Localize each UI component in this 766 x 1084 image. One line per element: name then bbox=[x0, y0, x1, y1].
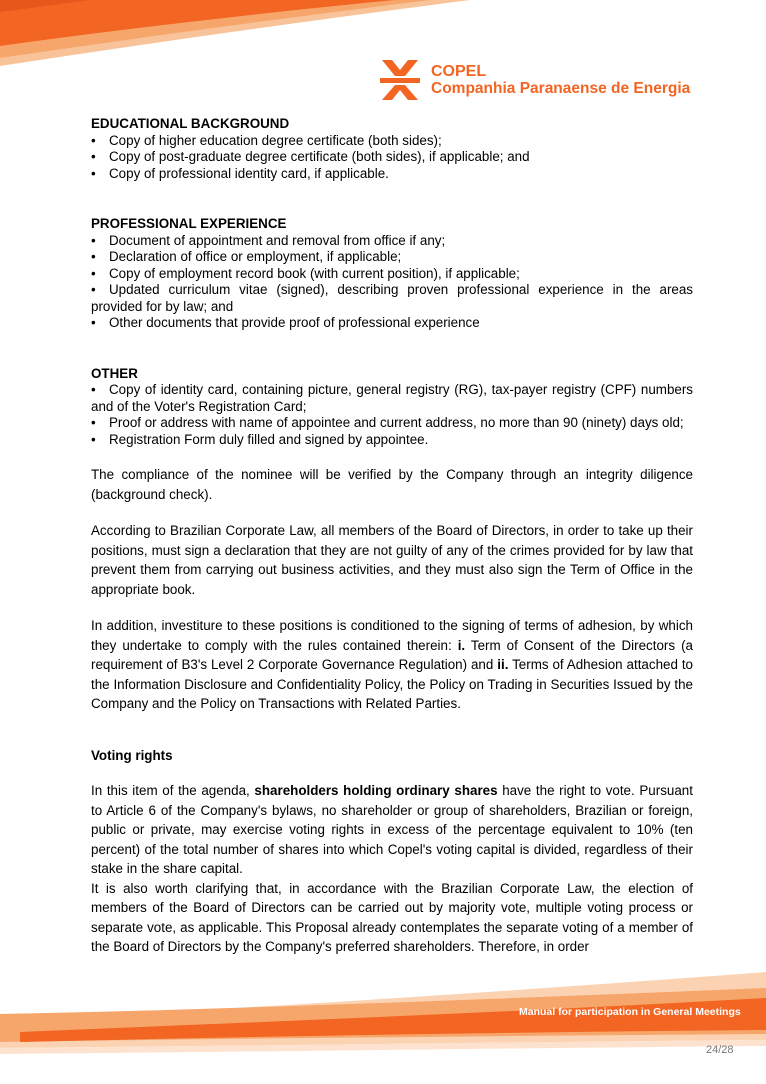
investiture-marker-i: i. bbox=[457, 637, 466, 653]
list-item: • Registration Form duly filled and signed by appointee. bbox=[91, 432, 693, 449]
logo-company: Companhia Paranaense de Energia bbox=[431, 80, 691, 97]
list-item: • Proof or address with name of appointee and current address, no more than 90 (ninety) days old; bbox=[91, 415, 693, 432]
voting-rights-heading: Voting rights bbox=[91, 747, 173, 763]
footer-swoosh bbox=[0, 962, 766, 1084]
page-number: 24/28 bbox=[706, 1044, 734, 1056]
list-item: • Copy of professional identity card, if applicable. bbox=[91, 166, 693, 183]
section-heading-professional: PROFESSIONAL EXPERIENCE bbox=[91, 216, 287, 231]
list-item: • Copy of post-graduate degree certificate (both sides), if applicable; and bbox=[91, 149, 693, 166]
list-item: • Copy of identity card, containing picture, general registry (RG), tax-payer registry (CPF) numbers and of the Voter's Registration Card; bbox=[91, 382, 693, 415]
list-item: • Other documents that provide proof of professional experience bbox=[91, 315, 693, 332]
investiture-paragraph bbox=[91, 616, 693, 714]
investiture-text-b: Term of Consent of the Directors (a requirement of B3's Level 2 Corporate Governance Regulation) and bbox=[91, 637, 693, 672]
investiture-text-c: Terms of Adhesion attached to the Information Disclosure and Confidentiality Policy, the Policy on Trading in Securities Issued by the Company and the Policy on Transactions with Related Parties. bbox=[91, 657, 693, 711]
voting-paragraph-2: It is also worth clarifying that, in accordance with the Brazilian Corporate Law, the election of members of the Board of Directors can be carried out by majority vote, multiple voting process or separate vote, as applicable. This Proposal already contemplates the separate voting of a member of the Board of Directors by the Company's preferred shareholders. Therefore, in order bbox=[91, 880, 693, 954]
list-item: • Copy of higher education degree certificate (both sides); bbox=[91, 133, 693, 150]
copel-logo-icon bbox=[378, 58, 422, 102]
investiture-text-a: In addition, investiture to these positions is conditioned to the signing of terms of adhesion, by which they undertake to comply with the rules contained therein: bbox=[91, 618, 693, 653]
compliance-paragraph: The compliance of the nominee will be verified by the Company through an integrity diligence (background check). bbox=[91, 467, 693, 502]
voting-text-bold: shareholders holding ordinary shares bbox=[254, 783, 498, 798]
investiture-marker-ii: ii. bbox=[497, 657, 509, 672]
professional-list bbox=[91, 233, 693, 332]
list-item: • Updated curriculum vitae (signed), describing proven professional experience in the areas provided for by law; and bbox=[91, 282, 693, 315]
list-item: • Declaration of office or employment, if applicable; bbox=[91, 249, 693, 266]
document-body bbox=[91, 116, 693, 957]
copel-logo bbox=[378, 58, 690, 102]
section-heading-other: OTHER bbox=[91, 365, 138, 381]
educational-list bbox=[91, 133, 693, 183]
corporate-law-paragraph: According to Brazilian Corporate Law, all members of the Board of Directors, in order to take up their positions, must sign a declaration that they are not guilty of any of the crimes provided for by law that prevent them from carrying out business activities, and they must also sign the Term of Office in the appropriate book. bbox=[91, 523, 693, 597]
footer-title: Manual for participation in General Meetings bbox=[519, 1006, 741, 1018]
logo-name: COPEL bbox=[431, 63, 487, 80]
voting-text-a: In this item of the agenda, bbox=[91, 783, 250, 798]
list-item: • Copy of employment record book (with current position), if applicable; bbox=[91, 266, 693, 283]
voting-text-b: have the right to vote. Pursuant to Article 6 of the Company's bylaws, no shareholder or group of shareholders, Brazilian or foreign, public or private, may exercise voting rights in excess of the percentage equivalent to 10% (ten percent) of the total number of shares into which Copel's voting capital is divided, regardless of their stake in the share capital. bbox=[91, 783, 693, 876]
section-heading-educational: EDUCATIONAL BACKGROUND bbox=[91, 116, 290, 131]
voting-paragraph-1 bbox=[91, 781, 693, 879]
other-list bbox=[91, 382, 693, 448]
list-item: • Document of appointment and removal from office if any; bbox=[91, 233, 693, 250]
